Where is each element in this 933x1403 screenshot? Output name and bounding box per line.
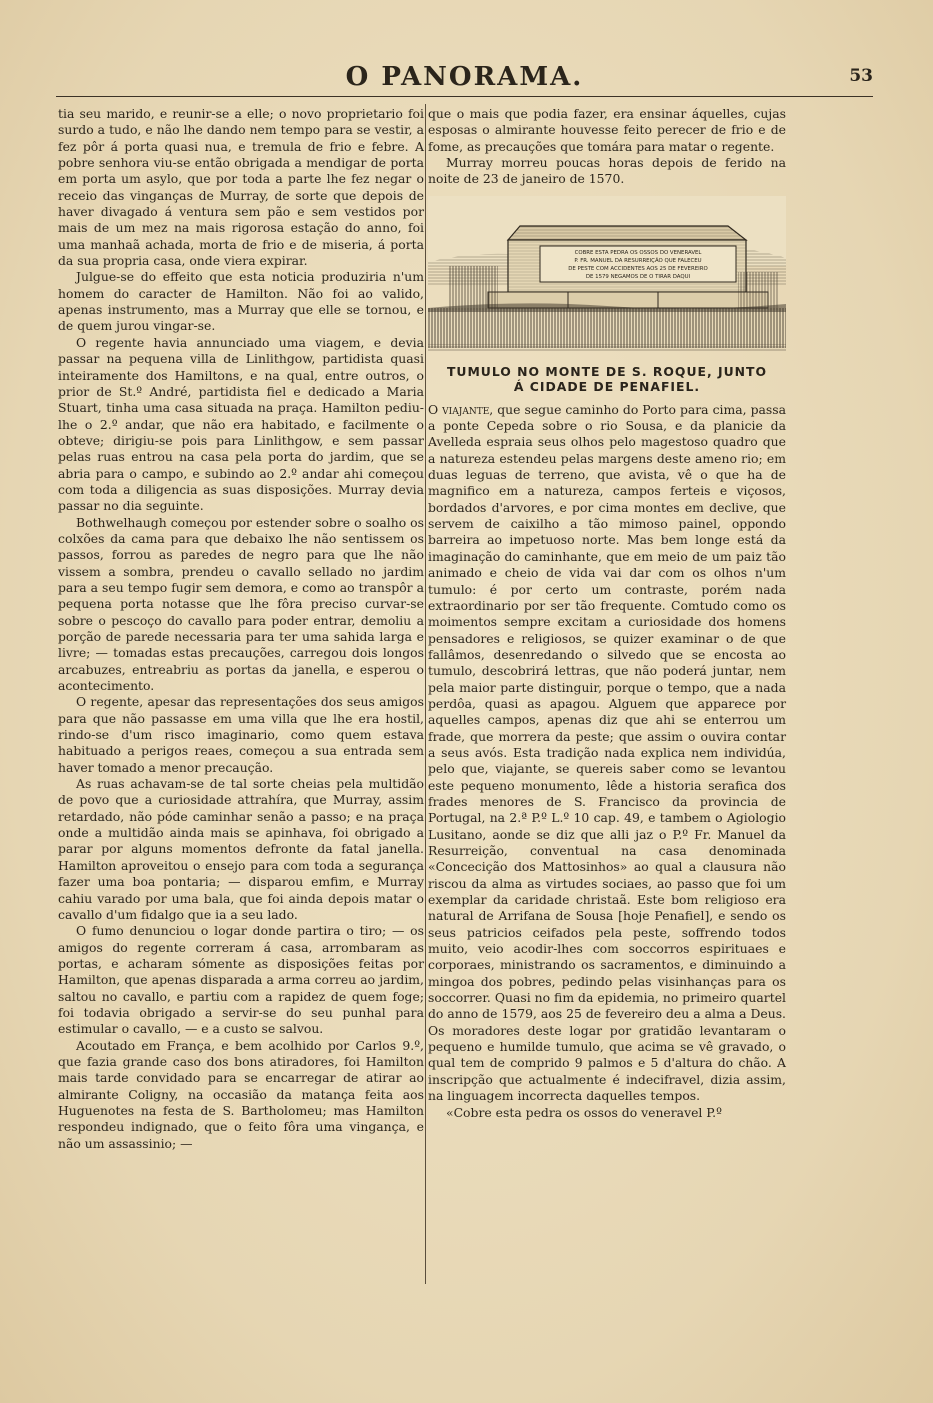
right-column	[428, 106, 786, 1121]
page-number: 53	[849, 66, 873, 86]
paragraph: tia seu marido, e reunir-se a elle; o novo proprietario foi surdo a tudo, e não lhe dando nem tempo para se vestir, a fez pôr á porta quasi nua, e tremula de frio e febre. A pobre senhora viu-se então obrigada a mendigar de porta em porta um asylo, que por toda a parte lhe fez negar o receio das vinganças de Murray, de sorte que depois de haver divagado á ventura sem pão e sem vestidos por mais de um mez na mais rigorosa estação do anno, foi uma manhaã achada, morta de frio e de miseria, á porta da sua propria casa, onde viera expirar.	[58, 106, 424, 269]
paragraph: Julgue-se do effeito que esta noticia produziria n'um homem do caracter de Hamilton. Não foi ao valido, apenas instrumento, mas a Murray que elle se tornou, e de quem jurou vingar-se.	[58, 269, 424, 334]
paragraph: Acoutado em França, e bem acolhido por Carlos 9.º, que fazia grande caso dos bons atiradores, foi Hamilton mais tarde convidado para se encarregar de atirar ao almirante Coligny, na occasião da matança feita aos Huguenotes na festa de S. Bartholomeu; mas Hamilton respondeu indignado, que o feito fôra uma vingança, e não um assassinio; —	[58, 1037, 424, 1151]
paragraph: Bothwelhaugh começou por estender sobre o soalho os colxões da cama para que debaixo lhe não sentissem os passos, forrou as paredes de negro para que lhe não vissem a sombra, prendeu o cavallo sellado no jardim para a seu tempo fugir sem demora, e como ao transpôr a pequena porta notasse que lhe fôra preciso curvar-se sobre o pescoço do cavallo para poder entrar, demoliu a porção de parede necessaria para ter uma sahida larga e livre; — tomadas estas precauções, carregou dois longos arcabuzes, entreabriu as portas da janella, e esperou o acontecimento.	[58, 514, 424, 694]
figure-caption	[428, 364, 786, 394]
paragraph	[428, 402, 786, 1105]
paragraph: O regente havia annunciado uma viagem, e devia passar na pequena villa de Linlithgow, partidista quasi inteiramente dos Hamiltons, e na qual, entre outros, o prior de St.º André, partidista fiel e dedicado a Maria Stuart, tinha uma casa situada na praça. Hamilton pediu-lhe o 2.º andar, que não era habitado, e facilmente o obteve; dirigiu-se pois para Linlithgow, e sem passar pelas ruas entrou na casa pela porta do jardim, que se abria para o campo, e subindo ao 2.º andar ahi começou com toda a diligencia as suas disposições. Murray devia passar no dia seguinte.	[58, 334, 424, 514]
left-column	[58, 106, 424, 1152]
page-header	[56, 56, 873, 97]
inscription-line: DE PESTE COM ACCIDENTES AOS 25 DE FEVEREIRO	[568, 265, 708, 272]
masthead-title: O PANORAMA.	[345, 62, 584, 92]
column-divider	[425, 104, 426, 1284]
caption-line: Á CIDADE DE PENAFIEL.	[513, 378, 701, 394]
tomb-illustration	[428, 196, 786, 360]
inscription-line: DE 1579 NEGAMOS DE O TIRAR DAQUI	[585, 273, 691, 280]
inscription-line: P. FR. MANUEL DA RESURREIÇÃO QUE FALECEU	[574, 257, 702, 264]
lead-word: O viajante	[428, 401, 490, 417]
paragraph: que o mais que podia fazer, era ensinar áquelles, cujas esposas o almirante houvesse feito perecer de frio e de fome, as precauções que tomára para matar o regente.	[428, 106, 786, 154]
inscription-line: COBRE ESTA PEDRA OS OSSOS DO VENERAVEL	[574, 249, 702, 256]
tomb-engraving	[428, 196, 786, 360]
paragraph-body: , que segue caminho do Porto para cima, passa a ponte Cepeda sobre o rio Sousa, e da planicie da Avelleda espraia seus olhos pelo magestoso quadro que a natureza estendeu pelas margens deste ameno rio; em duas leguas de terreno, que avista, vê o que ha de magnifico em a natureza, campos ferteis e viçosos, bordados d'arvores, e por cima montes em declive, que servem de caixilho a tão mimoso painel, oppondo barreira ao impetuoso norte. Mas bem longe está da imaginação do caminhante, que em meio de um paiz tão animado e cheio de vida vai dar com os olhos n'um tumulo: é por certo um contraste, porém nada extraordinario por ser tão frequente. Comtudo como os moimentos sempre excitam a curiosidade dos homens pensadores e religiosos, se quizer examinar o de que fallâmos, desenredando o silvedo que se encosta ao tumulo, descobrirá lettras, que não poderá juntar, nem pela maior parte distinguir, porque o tempo, que a nada perdôa, quasi as apagou. Alguem que apparece por aquelles campos, apenas diz que ahi se enterrou um frade, que morrera da peste; que assim o ouvira contar a seus avós. Esta tradição nada explica nem individúa, pelo que, viajante, se quereis saber como se levantou este pequeno monumento, lêde a historia serafica dos frades menores de S. Francisco da provincia de Portugal, na 2.ª P.º L.º 10 cap. 49, e tambem o Agiologio Lusitano, aonde se diz que alli jaz o P.º Fr. Manuel da Resurreição, conventual na casa denominada «Concecição dos Mattosinhos» ao qual a clausura não riscou da alma as virtudes sociaes, ao passo que foi um exemplar da caridade christaã. Este bom religioso era natural de Arrifana de Sousa [hoje Penafiel], e sendo os seus patricios ceifados pela peste, soffrendo todos muito, veio acodir-lhes com soccorros espirituaes e corporaes, ministrando os sacramentos, e diminuindo a mingoa dos pobres, pedindo pelas visinhanças para os soccorrer. Quasi no fim da epidemia, no primeiro quartel do anno de 1579, aos 25 de fevereiro deu a alma a Deus. Os moradores deste logar por gratidão levantaram o pequeno e humilde tumulo, que acima se vê gravado, o qual tem de comprido 9 palmos e 5 d'altura do chão. A inscripção que actualmente é indecifravel, dizia assim, na linguagem incorrecta daquelles tempos.	[428, 401, 786, 1104]
paragraph: O fumo denunciou o logar donde partira o tiro; — os amigos do regente correram á casa, arrombaram as portas, e acharam sómente as disposições feitas por Hamilton, que apenas disparada a arma correu ao jardim, saltou no cavallo, e partiu com a rapidez de quem foge; foi todavia obrigado a servir-se do seu punhal para estimular o cavallo, — e a custo se salvou.	[58, 923, 424, 1037]
caption-line: TUMULO NO MONTE DE S. ROQUE, JUNTO	[446, 363, 768, 379]
quotation: «Cobre esta pedra os ossos do veneravel P.º	[446, 1104, 722, 1120]
paragraph: As ruas achavam-se de tal sorte cheias pela multidão de povo que a curiosidade attrahíra, que Murray, assim retardado, não póde caminhar senão a passo; e na praça onde a multidão ainda mais se apinhava, foi obrigado a parar por alguns momentos defronte da fatal janella. Hamilton aproveitou o ensejo para com toda a segurança fazer uma boa pontaria; — disparou emfim, e Murray cahiu varado por uma bala, que foi ainda depois matar o cavallo d'um fidalgo que ia a seu lado.	[58, 776, 424, 922]
paragraph: O regente, apesar das representações dos seus amigos para que não passasse em uma villa que lhe era hostil, rindo-se d'um risco imaginario, como quem estava habituado a perigos reaes, começou a sua entrada sem haver tomado a menor precaução.	[58, 694, 424, 775]
paragraph: Murray morreu poucas horas depois de ferido na noite de 23 de janeiro de 1570.	[428, 155, 786, 187]
